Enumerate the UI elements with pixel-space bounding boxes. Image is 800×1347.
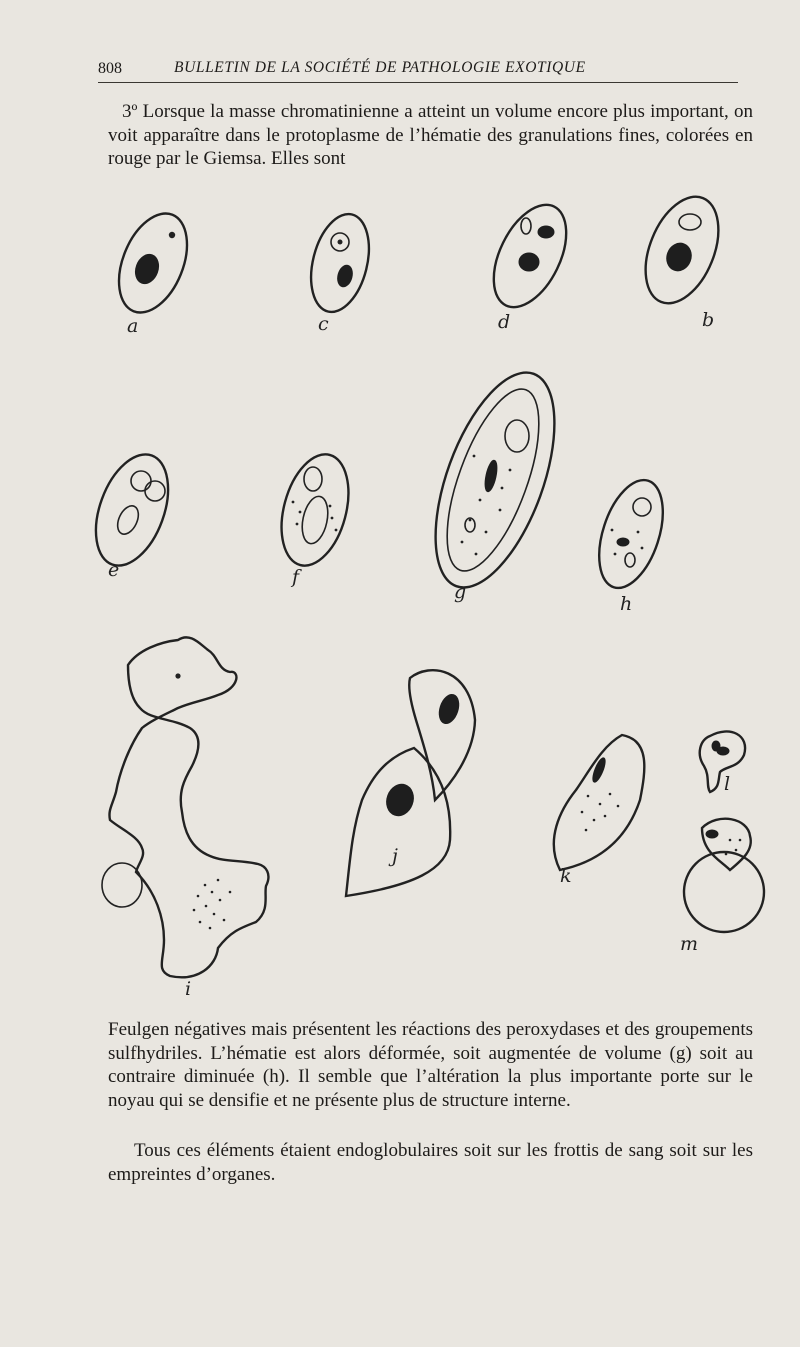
label-h: h	[620, 593, 633, 615]
running-header	[98, 58, 738, 83]
running-title: BULLETIN DE LA SOCIÉTÉ DE PATHOLOGIE EXOTIQUE	[174, 59, 586, 76]
cell-f-drawing	[270, 447, 359, 573]
cell-h-drawing	[587, 472, 675, 596]
label-c: c	[318, 313, 329, 335]
cell-g-drawing	[411, 357, 579, 602]
label-l: l	[724, 773, 731, 795]
label-k: k	[560, 865, 572, 887]
cell-m-drawing	[684, 819, 764, 932]
cell-e-drawing	[90, 445, 182, 576]
cell-drawings-figure	[90, 180, 770, 1010]
label-d: d	[498, 311, 511, 333]
cell-j-drawing	[346, 670, 475, 896]
label-b: b	[702, 309, 715, 331]
label-a: a	[127, 315, 139, 337]
cell-a-drawing	[106, 204, 201, 323]
label-f: f	[292, 566, 300, 588]
label-g: g	[454, 581, 467, 603]
cell-drawings-svg	[90, 180, 770, 1010]
label-m: m	[680, 933, 699, 955]
label-e: e	[108, 559, 120, 581]
cell-c-drawing	[302, 208, 379, 318]
cell-i-drawing	[102, 637, 268, 977]
paragraph-1: 3º Lorsque la masse chromatinienne a atteint un volume encore plus important, on voit apparaître dans le protoplasme de l’hématie des granulations fines, colorées en rouge par le Giemsa. Elles sont	[108, 101, 753, 169]
label-j: j	[392, 845, 398, 867]
cell-b-drawing	[631, 186, 732, 314]
cell-k-drawing	[554, 735, 645, 870]
cell-d-drawing	[479, 193, 581, 318]
paragraph-2: Feulgen négatives mais présentent les réactions des peroxydases et des groupements sulfhydriles. L’hématie est alors déformée, soit augmentée de volume (g) soit au contraire diminuée (h). Il semble que l’altération la plus importante porte sur le noyau qui se densifie et ne présente plus de structure interne.	[108, 1019, 753, 1111]
cell-l-drawing	[700, 731, 745, 792]
label-i: i	[185, 978, 192, 1000]
paragraph-3: Tous ces éléments étaient endoglobulaires soit sur les frottis de sang soit sur les empreintes d’organes.	[108, 1140, 753, 1185]
page-number: 808	[98, 60, 122, 77]
